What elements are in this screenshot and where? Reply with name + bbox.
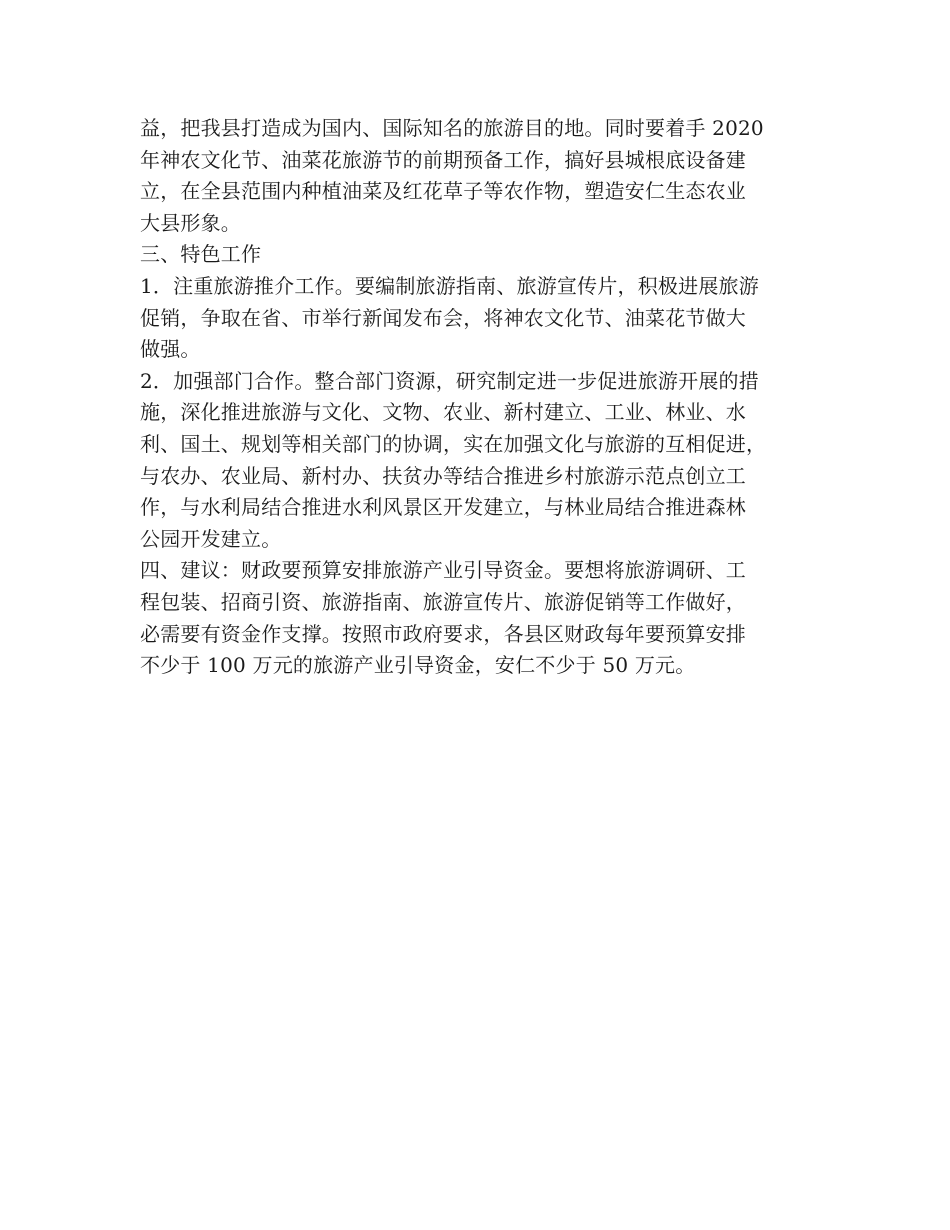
section-heading: 四、建议：财政要预算安排旅游产业引导资金。要想将旅游调研、工 [140, 558, 746, 583]
section-heading: 三、特色工作 [140, 242, 262, 267]
text-line: 必需要有资金作支撑。按照市政府要求，各县区财政每年要预算安排 [140, 621, 746, 646]
text-line: 立，在全县范围内种植油菜及红花草子等农作物，塑造安仁生态农业 [140, 179, 746, 204]
text-line: 2．加强部门合作。整合部门资源，研究制定进一步促进旅游开展的措 [140, 368, 759, 393]
text-line: 施，深化推进旅游与文化、文物、农业、新村建立、工业、林业、水 [140, 400, 746, 425]
text-line: 作，与水利局结合推进水利风景区开发建立，与林业局结合推进森林 [140, 495, 746, 520]
text-line: 做强。 [140, 337, 201, 362]
text-line: 程包装、招商引资、旅游指南、旅游宣传片、旅游促销等工作做好， [140, 589, 746, 614]
text-line: 与农办、农业局、新村办、扶贫办等结合推进乡村旅游示范点创立工 [140, 463, 746, 488]
text-line: 促销，争取在省、市举行新闻发布会，将神农文化节、油菜花节做大 [140, 305, 746, 330]
text-line: 利、国土、规划等相关部门的协调，实在加强文化与旅游的互相促进， [140, 431, 767, 456]
text-line: 1．注重旅游推介工作。要编制旅游指南、旅游宣传片，积极进展旅游 [140, 273, 759, 298]
text-line: 公园开发建立。 [140, 526, 282, 551]
text-line: 年神农文化节、油菜花旅游节的前期预备工作，搞好县城根底设备建 [140, 147, 746, 172]
text-line: 益，把我县打造成为国内、国际知名的旅游目的地。同时要着手 2020 [140, 116, 764, 140]
text-line: 大县形象。 [140, 210, 241, 235]
document-body [140, 113, 822, 682]
text-line: 不少于 100 万元的旅游产业引导资金，安仁不少于 50 万元。 [140, 653, 696, 678]
